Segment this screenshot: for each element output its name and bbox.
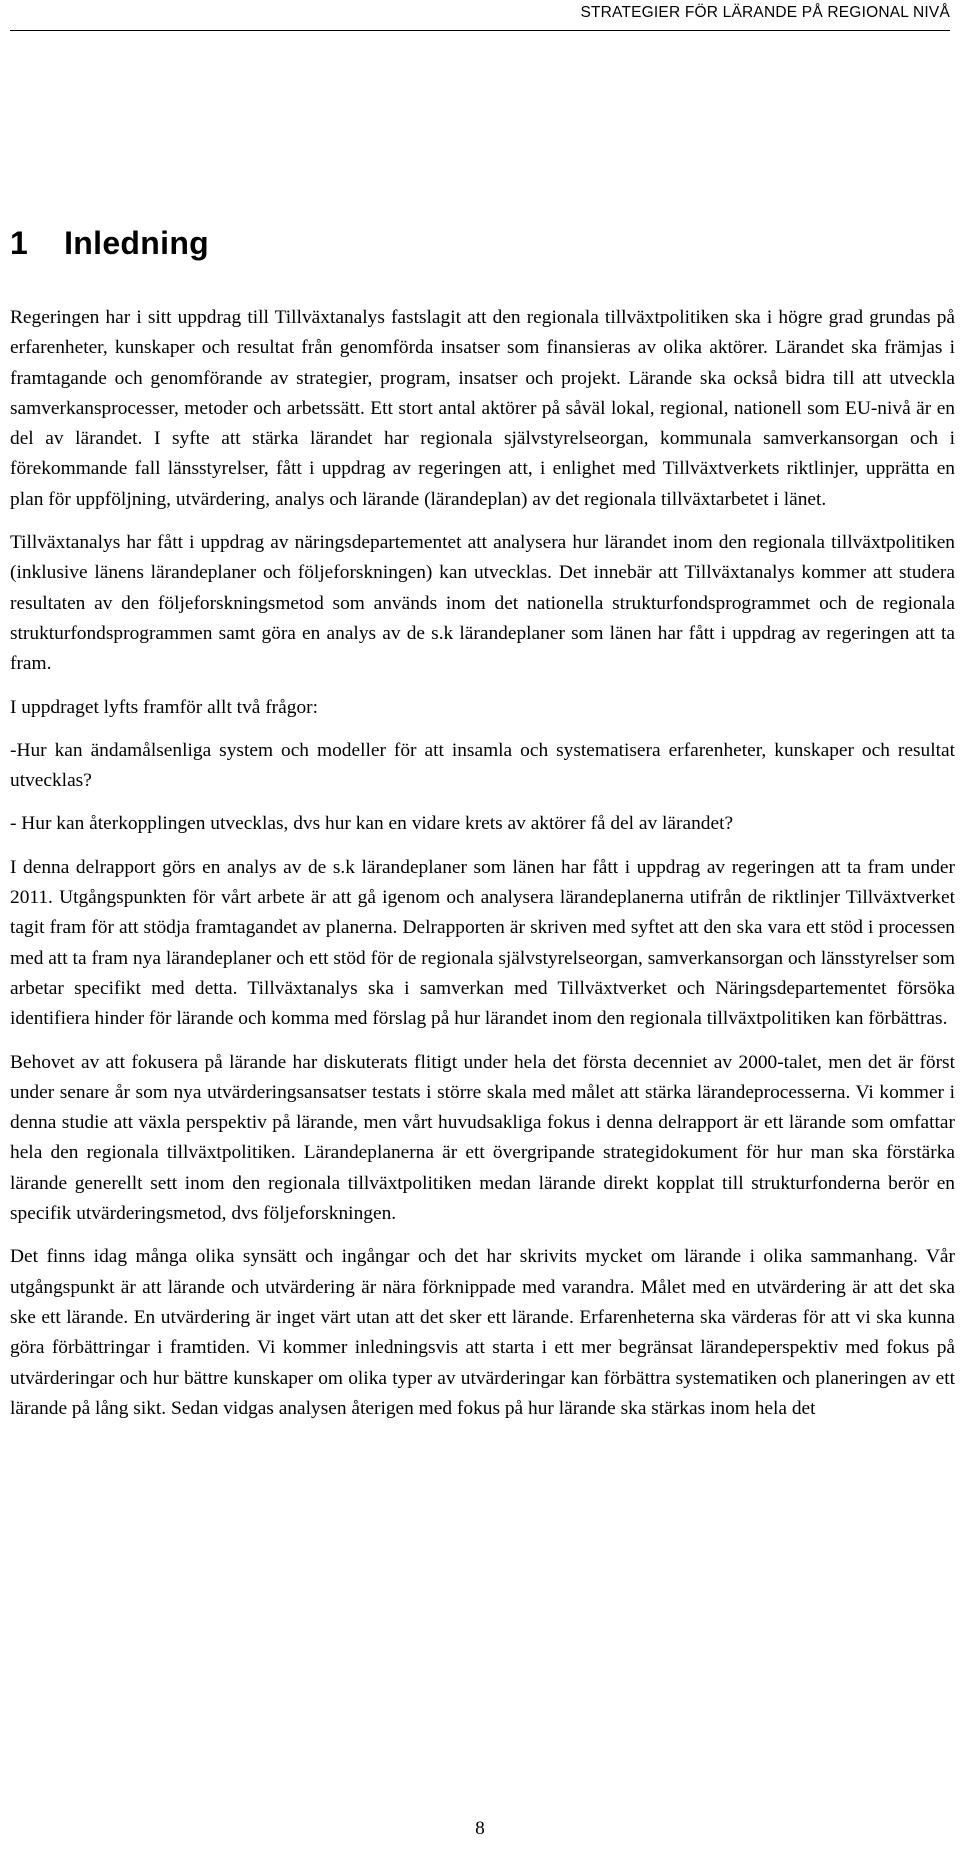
paragraph-assignment: Tillväxtanalys har fått i uppdrag av näringsdepartementet att analysera hur lärandet inom den regionala tillväxtpolitiken (inklusive länens lärandeplaner och följeforskningen) kan utvecklas. Det innebär att Tillväxtanalys kommer att studera resultaten av den följeforskningsmetod som används inom det nationella strukturfondsprogrammet och de regionala strukturfondsprogrammen samt göra en analys av de s.k lärandeplaner som länen har fått i uppdrag av regeringen att ta fram. <box>10 532 955 675</box>
paragraph-question-2: - Hur kan återkopplingen utvecklas, dvs hur kan en vidare krets av aktörer få del av lärandet? <box>10 813 734 835</box>
chapter-number: 1 <box>10 225 29 261</box>
page-number: 8 <box>475 1818 485 1839</box>
chapter-title: Inledning <box>64 225 210 261</box>
paragraph-questions-lead: I uppdraget lyfts framför allt två frågor: <box>10 696 318 718</box>
chapter-heading <box>10 227 209 259</box>
paragraph-intro: Regeringen har i sitt uppdrag till Tillväxtanalys fastslagit att den regionala tillväxtpolitiken ska i högre grad grundas på erfarenheter, kunskaper och resultat från genomförda insatser som finansieras av olika aktörer. Lärandet ska främjas i framtagande och genomförande av strategier, program, insatser och projekt. Lärande ska också bidra till att utveckla samverkansprocesser, metoder och arbetssätt. Ett stort antal aktörer på såväl lokal, regional, nationell som EU-nivå är en del av lärandet. I syfte att stärka lärandet har regionala självstyrelseorgan, kommunala samverkansorgan och i förekommande fall länsstyrelser, fått i uppdrag av regeringen att, i enlighet med Tillväxtverkets riktlinjer, upprätta en plan för uppföljning, utvärdering, analys och lärande (lärandeplan) av det regionala tillväxtarbetet i länet. <box>10 307 955 510</box>
paragraph-learning-focus: Behovet av att fokusera på lärande har diskuterats flitigt under hela det första decenniet av 2000-talet, men det är först under senare år som nya utvärderingsansatser testats i större skala med målet att stärka lärandeprocesserna. Vi kommer i denna studie att växla perspektiv på lärande, men vårt huvudsakliga fokus i denna delrapport är ett lärande som omfattar hela den regionala tillväxtpolitiken. Lärandeplanerna är ett övergripande strategidokument för hur man ska förstärka lärande generellt sett inom den regionala tillväxtpolitiken medan lärande direkt kopplat till strukturfonderna berör en specifik utvärderingsmetod, dvs följeforskningen. <box>10 1051 955 1225</box>
paragraph-question-1: -Hur kan ändamålsenliga system och modeller för att insamla och systematisera erfarenheter, kunskaper och resultat utvecklas? <box>10 739 955 792</box>
running-header: STRATEGIER FÖR LÄRANDE PÅ REGIONAL NIVÅ <box>580 4 950 21</box>
body-text <box>10 303 955 1437</box>
paragraph-learning-perspectives: Det finns idag många olika synsätt och ingångar och det har skrivits mycket om lärande i olika sammanhang. Vår utgångspunkt är att lärande och utvärdering är nära förknippade med varandra. Målet med en utvärdering är att det ska ske ett lärande. En utvärdering är inget värt utan att det sker ett lärande. Erfarenheterna ska värderas för att vi ska kunna göra förbättringar i framtiden. Vi kommer inledningsvis att starta i ett mer begränsat lärandeperspektiv med fokus på utvärderingar och hur bättre kunskaper om olika typer av utvärderingar kan förbättra systematiken och planeringen av ett lärande på lång sikt. Sedan vidgas analysen återigen med fokus på hur lärande ska stärkas inom hela det <box>10 1246 955 1419</box>
paragraph-report-purpose: I denna delrapport görs en analys av de s.k lärandeplaner som länen har fått i uppdrag av regeringen att ta fram under 2011. Utgångspunkten för vårt arbete är att gå igenom och analysera lärandeplanerna utifrån de riktlinjer Tillväxtverket tagit fram för att stödja framtagandet av planerna. Delrapporten är skriven med syftet att den ska vara ett stöd i processen med att ta fram nya lärandeplaner och ett stöd för de regionala självstyrelseorgan, samverkansorgan och länsstyrelser som arbetar specifikt med detta. Tillväxtanalys ska i samverkan med Tillväxtverket och Näringsdepartementet försöka identifiera hinder för lärande och komma med förslag på hur lärandet inom den regionala tillväxtpolitiken kan förbättras. <box>10 856 955 1030</box>
header-divider <box>10 30 950 31</box>
